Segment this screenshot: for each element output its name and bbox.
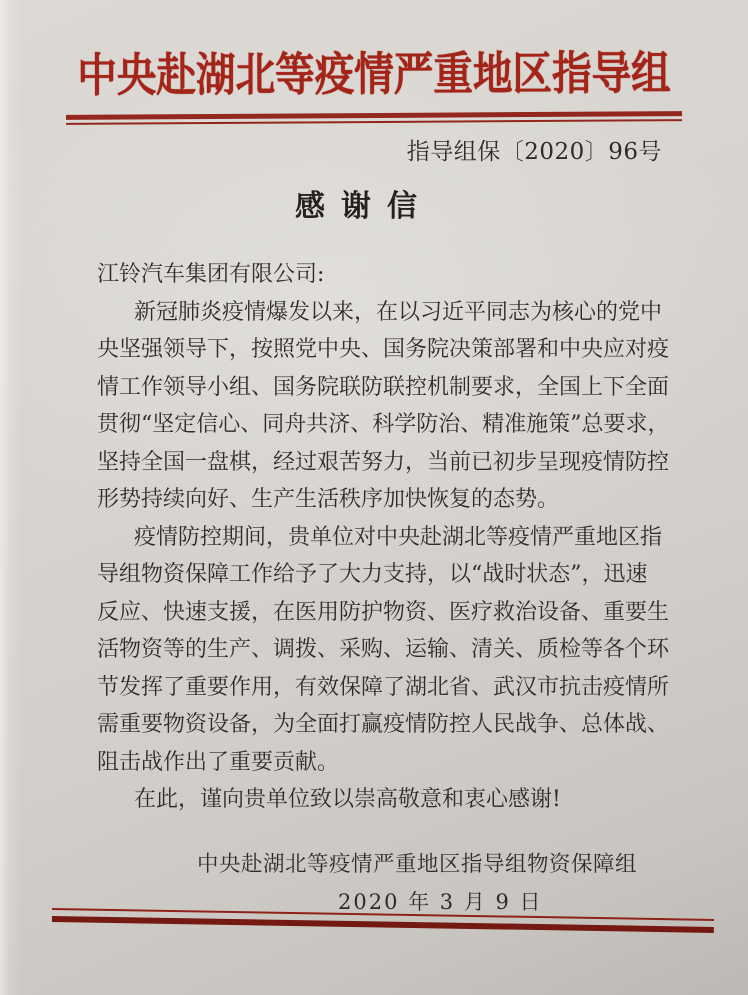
letterhead-org-title: 中央赴湖北等疫情严重地区指导组 bbox=[77, 45, 671, 103]
body-line: 导组物资保障工作给予了大力支持，以“战时状态”，迅速 bbox=[97, 562, 648, 587]
body-line: 央坚强领导下，按照党中央、国务院决策部署和中央应对疫 bbox=[97, 337, 670, 362]
body-line: 在此，谨向贵单位致以崇高敬意和衷心感谢! bbox=[134, 787, 561, 812]
letterhead-red-rule bbox=[66, 111, 682, 125]
body-line: 疫情防控期间，贵单位对中央赴湖北等疫情严重地区指 bbox=[134, 524, 663, 550]
body-line: 活物资等的生产、调拨、采购、运输、清关、质检等各个环 bbox=[97, 637, 670, 662]
body-line: 新冠肺炎疫情爆发以来，在以习近平同志为核心的党中 bbox=[134, 299, 663, 325]
document-number: 指导组保〔2020〕96号 bbox=[406, 139, 662, 165]
letter-title: 感谢信 bbox=[295, 189, 433, 224]
signature-date: 2020 年 3 月 9 日 bbox=[338, 890, 543, 914]
body-line: 情工作领导小组、国务院联防联控机制要求，全国上下全面 bbox=[97, 374, 670, 400]
body-line: 坚持全国一盘棋，经过艰苦努力，当前已初步呈现疫情防控 bbox=[97, 449, 670, 475]
body-line: 形势持续向好、生产生活秩序加快恢复的态势。 bbox=[97, 487, 560, 512]
body-line: 反应、快速支援，在医用防护物资、医疗救治设备、重要生 bbox=[97, 599, 670, 625]
body-line: 节发挥了重要作用，有效保障了湖北省、武汉市抗击疫情所 bbox=[97, 674, 670, 700]
body-line: 江铃汽车集团有限公司: bbox=[97, 262, 325, 287]
body-line: 贯彻“坚定信心、同舟共济、科学防治、精准施策”总要求， bbox=[97, 412, 670, 437]
signature-org: 中央赴湖北等疫情严重地区指导组物资保障组 bbox=[196, 852, 637, 877]
body-line: 阻击战作出了重要贡献。 bbox=[97, 749, 340, 775]
body-line: 需重要物资设备，为全面打赢疫情防控人民战争、总体战、 bbox=[97, 712, 670, 737]
body-lines bbox=[97, 256, 697, 819]
